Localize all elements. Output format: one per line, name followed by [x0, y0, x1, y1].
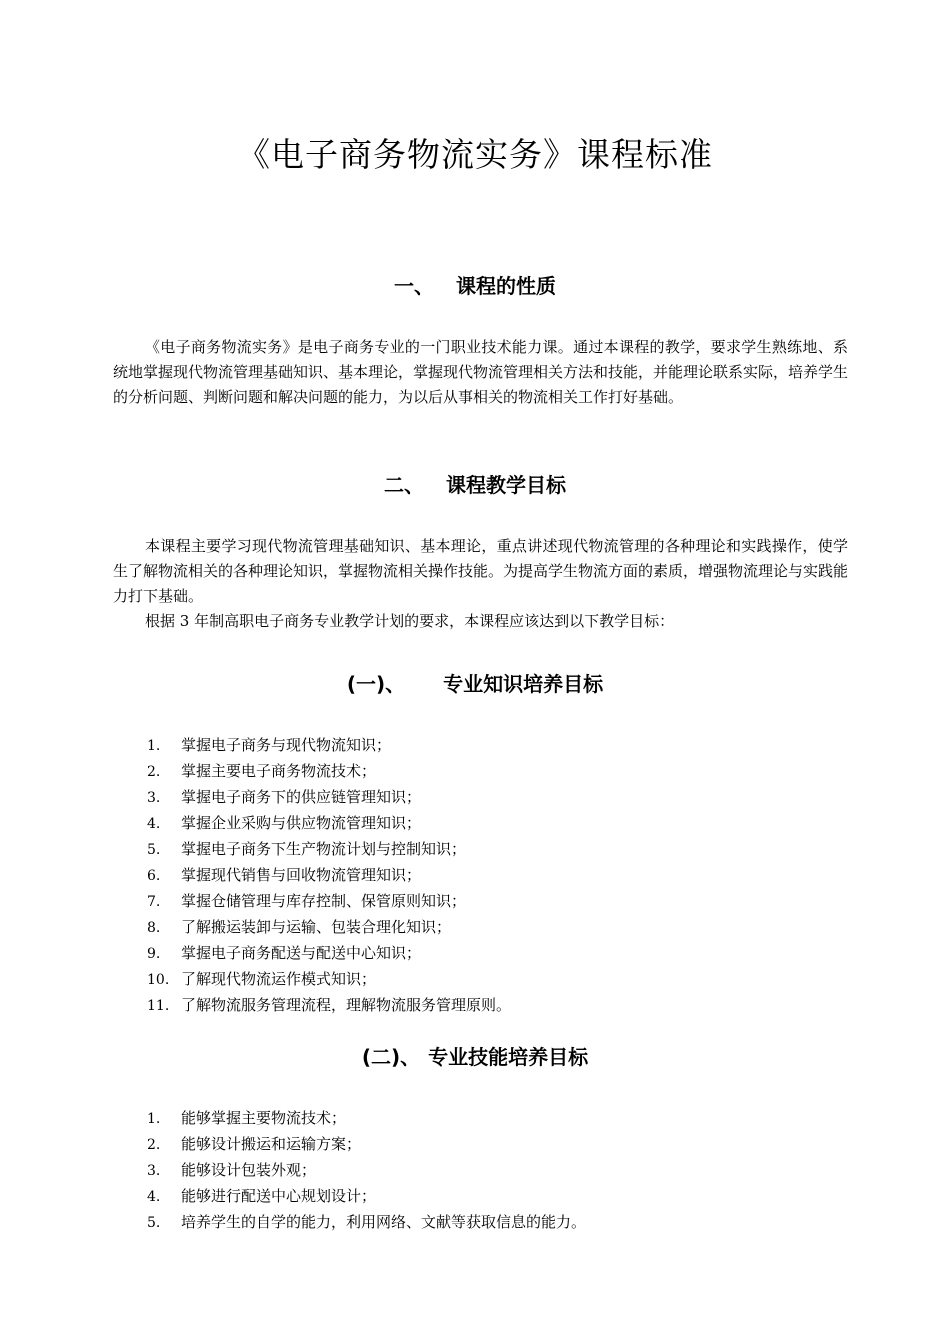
subsection-title: 专业技能培养目标 — [428, 1045, 589, 1069]
list-item-number: 10. — [147, 972, 170, 988]
list-item-text: 掌握电子商务配送与配送中心知识； — [181, 944, 422, 962]
list-item-text: 了解搬运装卸与运输、包装合理化知识； — [181, 918, 452, 936]
list-item-text: 能够掌握主要物流技术； — [181, 1109, 347, 1127]
list-item-text: 掌握电子商务下的供应链管理知识； — [181, 788, 422, 806]
list-item-number: 11. — [147, 998, 170, 1014]
list-item — [147, 915, 847, 941]
list-item-number: 8. — [147, 920, 161, 936]
list-item-number: 4. — [147, 1189, 161, 1205]
list-item-number: 2. — [147, 1137, 161, 1153]
list-item-text: 了解现代物流运作模式知识； — [181, 970, 377, 988]
list-item-text: 掌握仓储管理与库存控制、保管原则知识； — [181, 892, 467, 910]
paragraph-course-nature: 《电子商务物流实务》是电子商务专业的一门职业技术能力课。通过本课程的教学，要求学生熟练地、系统地掌握现代物流管理基础知识、基本理论，掌握现代物流管理相关方法和技能，并能理论联系实际，培养学生的分析问题、判断问题和解决问题的能力，为以后从事相关的物流相关工作打好基础。 — [113, 338, 849, 406]
paragraph-objectives-plan: 根据 3 年制高职电子商务专业教学计划的要求，本课程应该达到以下教学目标： — [145, 612, 675, 630]
list-item — [147, 837, 847, 863]
list-item-number: 3. — [147, 1163, 161, 1179]
subsection-number: (一)、 — [346, 672, 406, 696]
list-item-text: 掌握电子商务与现代物流知识； — [181, 736, 392, 754]
list-item-text: 培养学生的自学的能力，利用网络、文献等获取信息的能力。 — [181, 1213, 587, 1231]
list-item-text: 能够设计搬运和运输方案； — [181, 1135, 362, 1153]
list-item — [147, 785, 847, 811]
list-item-text: 了解物流服务管理流程，理解物流服务管理原则。 — [181, 996, 512, 1014]
list-item — [147, 1184, 847, 1210]
list-item-text: 能够进行配送中心规划设计； — [181, 1187, 377, 1205]
knowledge-objectives-list — [147, 733, 847, 1019]
list-item — [147, 889, 847, 915]
section-heading-nature — [0, 271, 950, 301]
list-item-number: 1. — [147, 1111, 161, 1127]
list-item — [147, 811, 847, 837]
list-item-number: 4. — [147, 816, 161, 832]
list-item — [147, 967, 847, 993]
list-item-text: 掌握主要电子商务物流技术； — [181, 762, 377, 780]
section-title: 课程的性质 — [456, 274, 556, 298]
list-item-number: 3. — [147, 790, 161, 806]
list-item-text: 掌握电子商务下生产物流计划与控制知识； — [181, 840, 467, 858]
section-number: 二、 — [384, 473, 424, 497]
list-item — [147, 759, 847, 785]
list-item — [147, 1132, 847, 1158]
list-item-text: 掌握企业采购与供应物流管理知识； — [181, 814, 422, 832]
list-item-number: 5. — [147, 1215, 161, 1231]
list-item-number: 6. — [147, 868, 161, 884]
list-item — [147, 941, 847, 967]
list-item-number: 5. — [147, 842, 161, 858]
document-title: 《电子商务物流实务》课程标准 — [237, 135, 713, 174]
skill-objectives-list — [147, 1106, 847, 1236]
list-item-number: 7. — [147, 894, 161, 910]
list-item — [147, 1158, 847, 1184]
list-item-text: 能够设计包装外观； — [181, 1161, 317, 1179]
list-item — [147, 1210, 847, 1236]
list-item-text: 掌握现代销售与回收物流管理知识； — [181, 866, 422, 884]
list-item — [147, 733, 847, 759]
section-number: 一、 — [394, 274, 434, 298]
subsection-heading-skills — [0, 1042, 950, 1072]
list-item-number: 2. — [147, 764, 161, 780]
list-item-number: 9. — [147, 946, 161, 962]
list-item — [147, 863, 847, 889]
subsection-number: (二)、 — [361, 1045, 421, 1069]
section-heading-objectives — [0, 470, 950, 500]
paragraph-objectives-intro: 本课程主要学习现代物流管理基础知识、基本理论，重点讲述现代物流管理的各种理论和实践操作，使学生了解物流相关的各种理论知识，掌握物流相关操作技能。为提高学生物流方面的素质，增强物流理论与实践能力打下基础。 — [113, 537, 849, 605]
subsection-heading-knowledge — [0, 669, 950, 699]
list-item — [147, 1106, 847, 1132]
list-item-number: 1. — [147, 738, 161, 754]
section-title: 课程教学目标 — [446, 473, 566, 497]
list-item — [147, 993, 847, 1019]
subsection-title: 专业知识培养目标 — [443, 672, 604, 696]
